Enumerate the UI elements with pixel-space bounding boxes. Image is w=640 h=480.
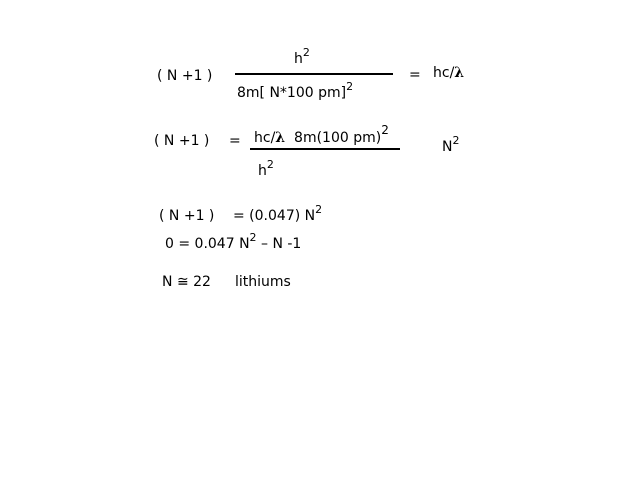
eq4-quadratic [165,231,302,252]
eq2-num-hc: hc/ [254,130,276,146]
eq2-den-exponent: 2 [266,158,274,171]
eq2-equals: = [229,133,241,149]
eq3-rhs-exponent: 2 [315,203,323,216]
eq2-factor-exponent: 2 [452,134,460,147]
eq2-fraction-bar [250,148,400,150]
eq1-den-exponent: 2 [346,80,354,93]
eq5-value: 22 [188,274,211,290]
eq2-den-base: h [258,163,267,179]
eq2-num-mass: 8m(100 pm) [294,130,382,146]
eq2-num-exponent: 2 [381,123,389,137]
eq1-numerator [294,46,310,67]
eq1-rhs [433,66,464,80]
eq5-result [162,275,211,289]
eq3-rhs-value: = (0.047) N [233,208,316,224]
eq2-numerator [254,123,389,146]
eq3-lhs: ( N +1 ) [159,208,215,224]
eq4-exponent: 2 [249,231,257,244]
eq1-denominator [237,80,354,101]
eq1-den-base: 8m[ N*100 pm] [237,85,347,101]
eq1-fraction-bar [235,73,393,75]
eq2-lhs: ( N +1 ) [154,133,210,149]
eq4-part-a: 0 = 0.047 N [165,236,250,252]
eq5-unit-word: lithiums [235,274,291,290]
eq2-factor [442,134,460,155]
eq1-num-exponent: 2 [302,46,310,59]
eq2-denominator [258,158,274,179]
eq1-lambda: λ [454,65,465,81]
eq1-equals: = [409,67,421,83]
eq2-lambda: λ [275,130,286,146]
eq5-n: N [162,274,177,290]
eq4-part-b: – N -1 [256,236,302,252]
eq1-rhs-hc: hc/ [433,65,455,81]
eq2-factor-base: N [442,139,453,155]
eq5-approx-symbol: ≅ [176,274,189,290]
eq1-lhs: ( N +1 ) [157,68,213,84]
eq3-rhs [233,203,323,224]
eq1-num-base: h [294,51,303,67]
